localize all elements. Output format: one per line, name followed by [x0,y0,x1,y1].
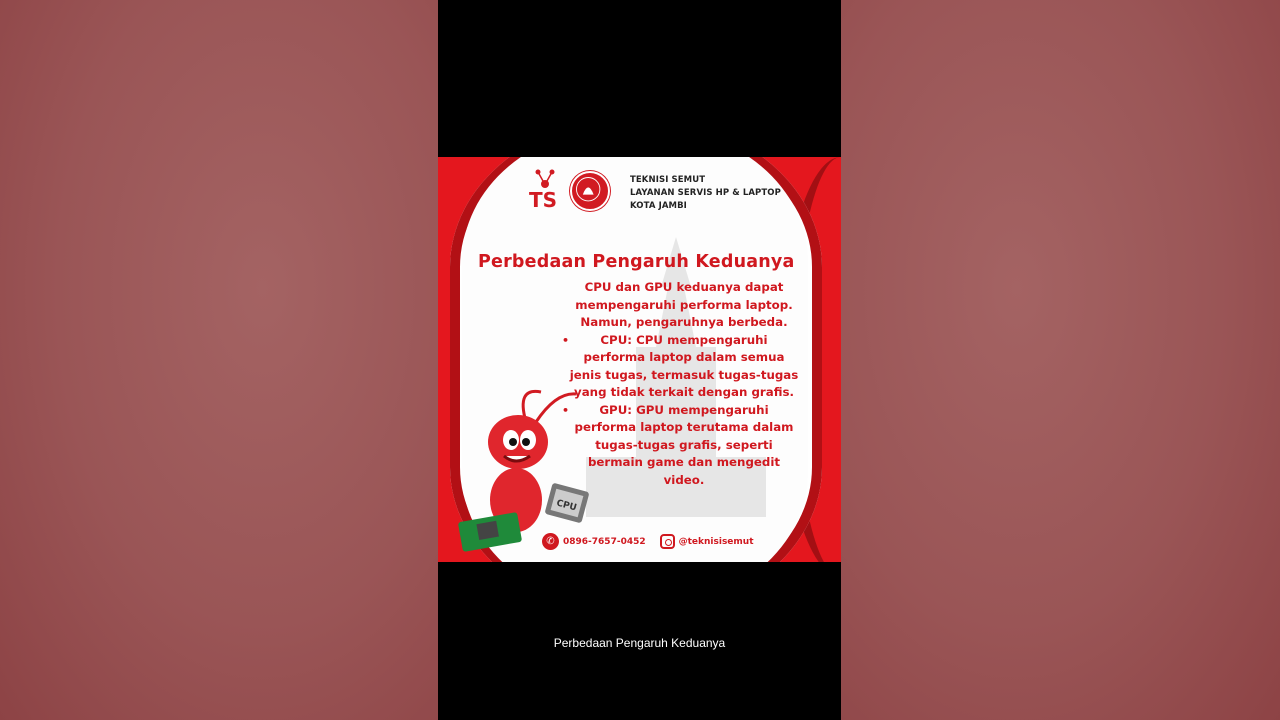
whatsapp-icon: ✆ [542,533,559,550]
poster-heading: Perbedaan Pengaruh Keduanya [478,252,795,272]
bullet-line: GPU: GPU mempengaruhi [599,402,769,417]
bullet-marker: • [562,333,570,347]
contact-footer [542,533,754,550]
bullet-line: performa laptop dalam semua [583,350,785,364]
blurred-background-right [841,0,1280,720]
cpu-chip-label: CPU [555,498,578,514]
intro-line: Namun, pengaruhnya berbeda. [580,315,788,329]
intro-line: CPU dan GPU keduanya dapat [584,280,784,294]
bullet-line: yang tidak terkait dengan grafis. [574,385,794,399]
brand-city: KOTA JAMBI [630,201,687,211]
bullet-line: bermain game dan mengedit [587,455,781,469]
phone-number: 0896-7657-0452 [563,536,646,547]
bullet-line: tugas-tugas grafis, seperti [595,437,773,452]
brand-name: TEKNISI SEMUT [630,175,706,185]
brand-text [630,174,781,213]
brand-header [528,167,781,213]
jambi-seal-logo [570,171,610,211]
bullet-marker: • [562,403,570,417]
poster-image [438,157,841,562]
instagram-handle: @teknisisemut [678,536,754,547]
logo-letters: TS [529,188,558,212]
brand-service: LAYANAN SERVIS HP & LAPTOP [630,188,781,198]
bullet-line: CPU: CPU mempengaruhi [600,332,768,347]
instagram-icon [660,534,675,549]
bullet-line: jenis tugas, termasuk tugas-tugas [569,367,799,382]
video-caption: Perbedaan Pengaruh Keduanya [553,636,726,650]
bullet-line: video. [663,472,705,487]
blurred-background-left [0,0,438,720]
ts-ant-logo [528,167,562,213]
phone-contact [542,533,646,550]
bullet-line: performa laptop terutama dalam [574,420,794,434]
instagram-contact [660,534,754,549]
intro-line: mempengaruhi performa laptop. [575,297,793,312]
